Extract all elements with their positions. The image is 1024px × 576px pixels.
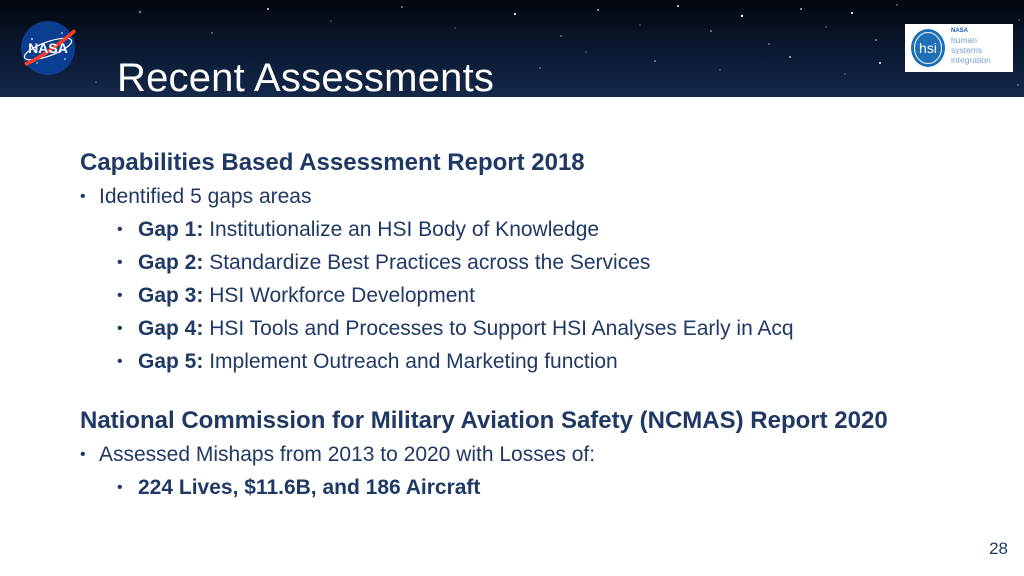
bullet-dot: • <box>80 446 86 463</box>
section-heading-cba: Capabilities Based Assessment Report 2018 <box>80 149 585 176</box>
gap-text: HSI Tools and Processes to Support HSI Analyses Early in Acq <box>203 317 794 340</box>
bullet-dot: • <box>117 353 123 370</box>
bullet-mishaps-summary <box>80 438 1000 471</box>
losses-text: 224 Lives, $11.6B, and 186 Aircraft <box>138 476 481 499</box>
bullet-dot: • <box>117 320 123 337</box>
page-number: 28 <box>989 539 1008 558</box>
hsi-line-systems: systems <box>951 45 983 55</box>
page-title: Recent Assessments <box>117 55 495 97</box>
bullet-dot: • <box>117 254 123 271</box>
bullet-text: Assessed Mishaps from 2013 to 2020 with Losses of: <box>99 443 596 466</box>
header-banner <box>0 0 1024 97</box>
hsi-line-human: human <box>951 35 977 45</box>
section-heading-ncmas: National Commission for Military Aviation Safety (NCMAS) Report 2020 <box>80 407 888 434</box>
gap-item-4 <box>80 312 1000 345</box>
gap-text: HSI Workforce Development <box>203 284 475 307</box>
losses-item <box>80 471 1000 504</box>
hsi-line-integration: integration <box>951 55 991 65</box>
gap-text: Standardize Best Practices across the Services <box>203 251 651 274</box>
gap-label: Gap 5: <box>138 350 204 373</box>
gap-text: Implement Outreach and Marketing function <box>203 350 618 373</box>
bullet-dot: • <box>117 287 123 304</box>
hsi-circle-icon <box>909 27 947 69</box>
bullet-dot: • <box>117 221 123 238</box>
gap-text: Institutionalize an HSI Body of Knowledge <box>203 218 600 241</box>
nasa-meatball-logo <box>18 19 78 77</box>
gap-label: Gap 4: <box>138 317 204 340</box>
bullet-dot: • <box>80 188 86 205</box>
slide-body <box>80 146 1000 504</box>
hsi-logo <box>905 24 1013 72</box>
gap-item-5 <box>80 345 1000 378</box>
hsi-mark-text: hsi <box>919 40 937 56</box>
nasa-logo-text: NASA <box>28 40 68 56</box>
bullet-text: Identified 5 gaps areas <box>99 185 312 208</box>
bullet-dot: • <box>117 479 123 496</box>
gap-item-3 <box>80 279 1000 312</box>
bullet-gaps-summary <box>80 180 1000 213</box>
gap-item-1 <box>80 213 1000 246</box>
hsi-logo-text <box>951 28 991 65</box>
section-spacer <box>80 378 1000 404</box>
gap-label: Gap 2: <box>138 251 204 274</box>
gap-label: Gap 3: <box>138 284 204 307</box>
gap-label: Gap 1: <box>138 218 204 241</box>
gap-item-2 <box>80 246 1000 279</box>
hsi-agency-label: NASA <box>951 28 969 34</box>
